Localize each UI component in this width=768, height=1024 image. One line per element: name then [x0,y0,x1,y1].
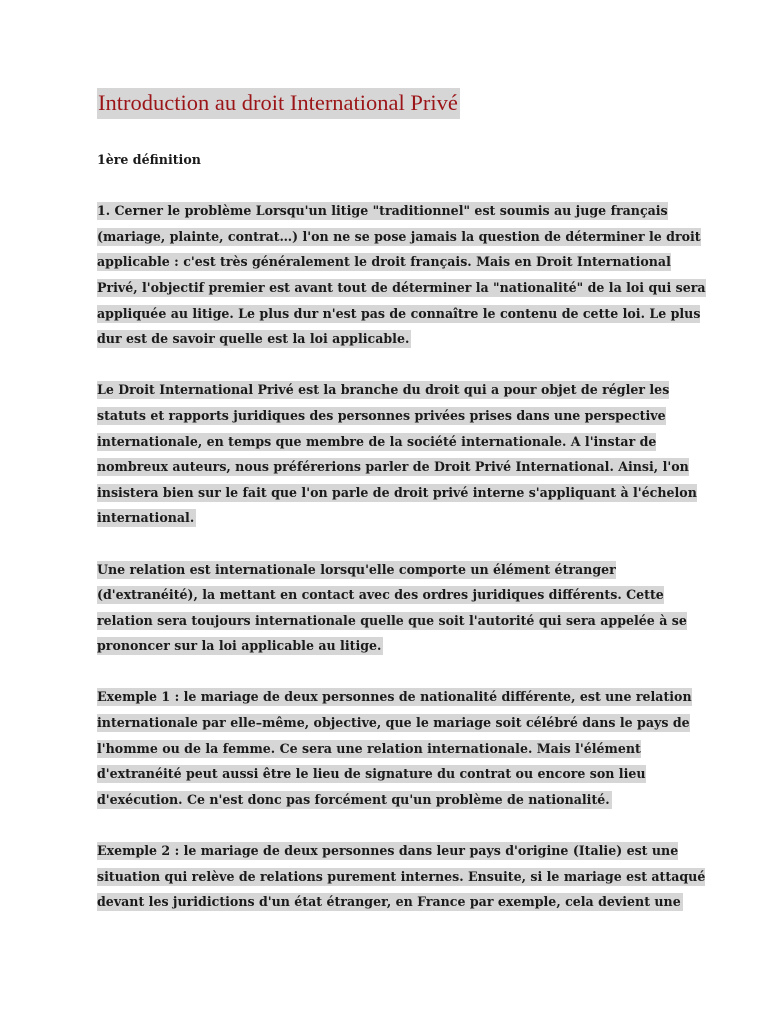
highlighted-text: (d'extranéité), la mettant en contact avec des ordres juridiques différents. Cette [97,587,664,603]
highlighted-text: Une relation est internationale lorsqu'elle comporte un élément étranger [97,561,616,577]
paragraph-line [97,480,697,506]
paragraph-line [97,403,677,429]
paragraph-line [97,787,677,813]
paragraph-line [97,736,677,762]
highlighted-text: situation qui relève de relations purement internes. Ensuite, si le mariage est attaqué [97,868,706,884]
paragraph-line [97,275,706,301]
highlighted-text: relation sera toujours internationale quelle que soit l'autorité qui sera appelée à se [97,612,687,628]
highlighted-text: dur est de savoir quelle est la loi applicable. [97,331,410,347]
document-page [97,86,706,940]
highlighted-text: devant les juridictions d'un état étranger, en France par exemple, cela devient une [97,894,681,910]
highlighted-text: applicable : c'est très généralement le droit français. Mais en Droit International [97,254,671,270]
paragraph-line [97,633,677,659]
paragraph-line [97,582,677,608]
paragraph-line [97,505,677,531]
highlighted-text: d'exécution. Ce n'est donc pas forcément qu'un problème de nationalité. [97,791,610,807]
paragraph-line [97,326,677,352]
highlighted-text: Exemple 2 : le mariage de deux personnes dans leur pays d'origine (Italie) est une [97,843,679,859]
highlighted-text: Privé, l'objectif premier est avant tout de déterminer la "nationalité" de la loi qui sera [97,279,706,295]
document-body [97,198,706,915]
paragraph-line [97,377,677,403]
highlighted-text: internationale, en temps que membre de la société internationale. A l'instar de [97,433,657,449]
paragraph [97,377,697,531]
document-title: Introduction au droit International Privé [97,88,460,119]
paragraph-line [97,889,681,915]
paragraph-line [97,608,687,634]
paragraph [97,838,706,915]
highlighted-text: statuts et rapports juridiques des personnes privées prises dans une perspective [97,407,666,423]
paragraph-line [97,224,701,250]
paragraph [97,557,687,659]
paragraph-line [97,454,689,480]
paragraph-line [97,249,677,275]
highlighted-text: d'extranéité peut aussi être le lieu de signature du contrat ou encore son lieu [97,766,646,782]
paragraph [97,198,706,352]
subheading-text: 1ère définition [97,152,201,167]
title-container [97,86,677,120]
paragraph-line [97,761,677,787]
highlighted-text: international. [97,510,195,526]
highlighted-text: nombreux auteurs, nous préférerions parler de Droit Privé International. Ainsi, l'on [97,459,689,475]
highlighted-text: prononcer sur la loi applicable au litige. [97,638,382,654]
paragraph [97,684,692,812]
highlighted-text: Exemple 1 : le mariage de deux personnes de nationalité différente, est une relation [97,689,692,705]
paragraph-line [97,710,690,736]
highlighted-text: (mariage, plainte, contrat…) l'on ne se pose jamais la question de déterminer le droit [97,228,701,244]
paragraph-line [97,429,677,455]
paragraph-line [97,864,706,890]
highlighted-text: appliquée au litige. Le plus dur n'est pas de connaître le contenu de cette loi. Le plus [97,305,701,321]
highlighted-text: l'homme ou de la femme. Ce sera une relation internationale. Mais l'élément [97,740,641,756]
highlighted-text: 1. Cerner le problème Lorsqu'un litige "traditionnel" est soumis au juge français [97,203,668,219]
paragraph-line [97,838,677,864]
highlighted-text: insistera bien sur le fait que l'on parle de droit privé interne s'appliquant à l'échelon [97,484,697,500]
paragraph-line [97,684,692,710]
highlighted-text: Le Droit International Privé est la branche du droit qui a pour objet de régler les [97,382,670,398]
section-subheading [97,147,677,173]
paragraph-line [97,301,701,327]
paragraph-line [97,557,677,583]
highlighted-text: internationale par elle–même, objective, que le mariage soit célébré dans le pays de [97,715,690,731]
paragraph-line [97,198,677,224]
